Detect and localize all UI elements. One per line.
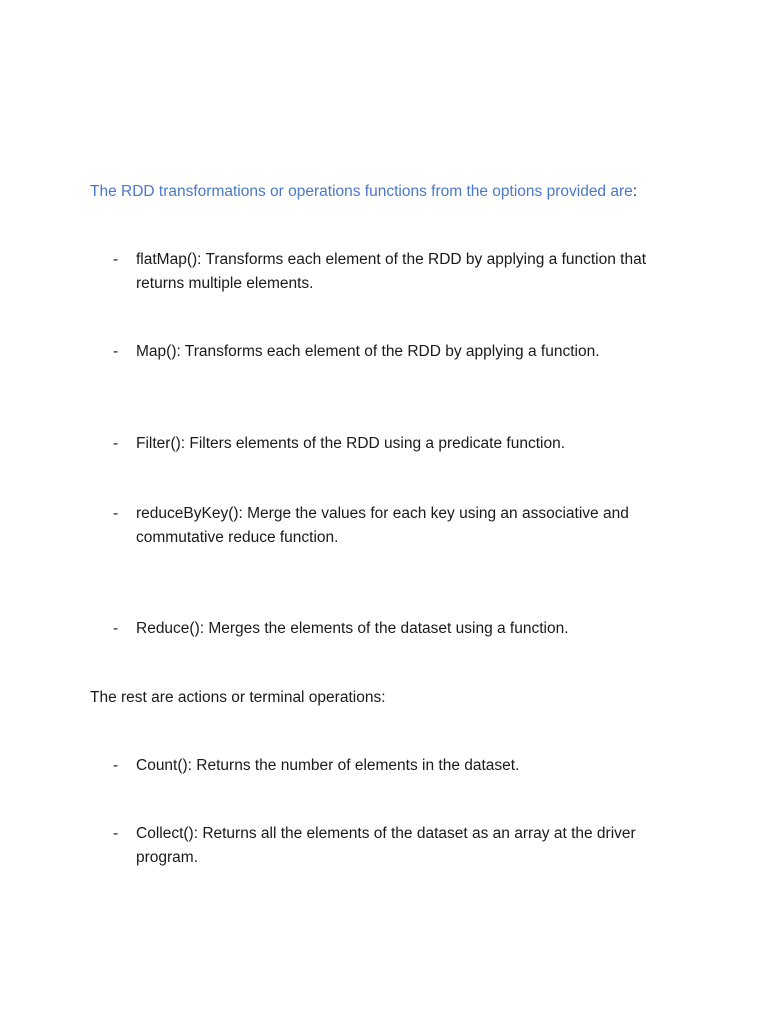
bullet-dash: - — [113, 505, 119, 522]
list-item-text: Map(): Transforms each element of the RDD by applying a function. — [136, 343, 600, 360]
bullet-dash: - — [113, 343, 119, 360]
bullet-dash: - — [113, 757, 119, 774]
list-item-flatmap — [113, 248, 673, 296]
list-item-text: flatMap(): Transforms each element of the RDD by applying a function that returns multiple elements. — [136, 251, 647, 292]
bullet-dash: - — [113, 251, 119, 268]
list-item-reducebykey — [113, 502, 673, 550]
list-item-reduce — [113, 617, 673, 641]
intro-colon: : — [632, 183, 638, 200]
actions-heading: The rest are actions or terminal operations: — [90, 689, 386, 706]
bullet-dash: - — [113, 825, 119, 842]
list-item-count — [113, 754, 673, 778]
list-item-text: Collect(): Returns all the elements of the dataset as an array at the driver program. — [136, 825, 636, 866]
list-item-collect — [113, 822, 673, 870]
intro-text: The RDD transformations or operations functions from the options provided are — [90, 183, 633, 200]
list-item-text: reduceByKey(): Merge the values for each key using an associative and commutative reduce function. — [136, 505, 629, 546]
list-item-text: Reduce(): Merges the elements of the dataset using a function. — [136, 620, 569, 637]
bullet-dash: - — [113, 620, 119, 637]
list-item-text: Filter(): Filters elements of the RDD using a predicate function. — [136, 435, 566, 452]
intro-sentence — [90, 180, 637, 204]
list-item-map — [113, 340, 673, 364]
bullet-dash: - — [113, 435, 119, 452]
list-item-text: Count(): Returns the number of elements in the dataset. — [136, 757, 520, 774]
list-item-filter — [113, 432, 673, 456]
